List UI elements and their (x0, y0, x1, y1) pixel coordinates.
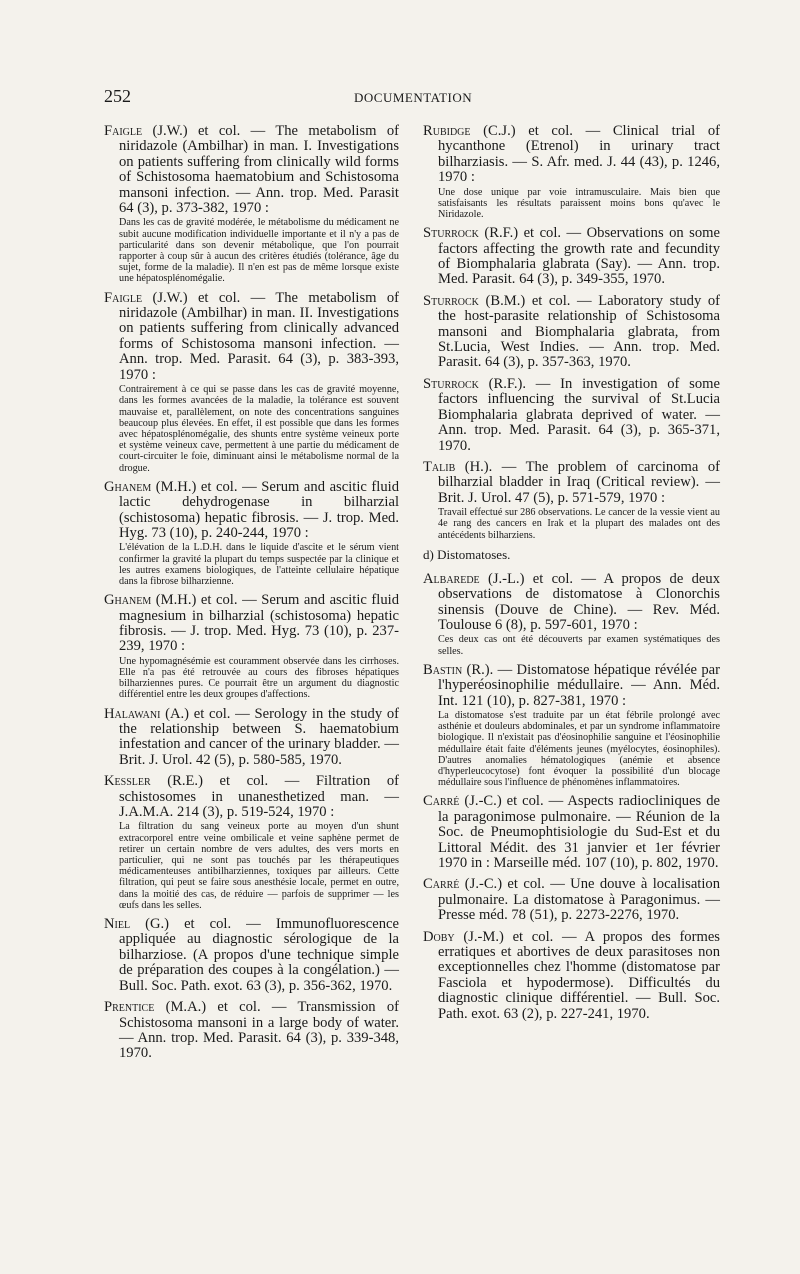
running-title: DOCUMENTATION (354, 90, 473, 105)
bibliography-entry (104, 480, 399, 587)
reference-title: — Serum and ascitic fluid magnesium in bilharzial (schistosoma) hepatic fibrosis. — J. trop. Med. Hyg. 73 (10), p. 237-239, 1970 : (119, 592, 399, 655)
author-initials: (J.-C.) et col. (459, 793, 544, 810)
author-initials: (J.W.) et col. (142, 123, 241, 139)
reference-title: — The metabolism of niridazole (Ambilhar) in man. I. Investigations on patients suffering from clinically wild forms of Schistosoma haematobium and Schistosoma mansoni infection. — Ann. trop. Med. Parasit 64 (3), p. 373-382, 1970 : (119, 123, 399, 217)
reference-text (104, 291, 399, 383)
author-initials: (M.H.) et col. (151, 592, 238, 609)
right-column (423, 124, 720, 1028)
author-name: Albarede (423, 570, 480, 587)
reference-text (423, 572, 720, 634)
author-initials: (G.) et col. (130, 916, 232, 933)
author-initials: (A.) et col. (160, 705, 231, 722)
bibliography-entry (423, 294, 720, 371)
reference-title: — Serum and ascitic fluid lactic dehydrogenase in bilharzial (schistosoma) hepatic fibrosis. — J. trop. Med. Hyg. 73 (10), p. 240-244, 1970 : (119, 478, 399, 541)
page-header (104, 86, 696, 110)
bibliography-entry (423, 572, 720, 657)
reference-title: — The metabolism of niridazole (Ambilhar) in man. II. Investigations on patients suffering from clinically advanced forms of Schistosoma mansoni infection. — Ann. trop. Med. Parasit. 64 (3), p. 383-393, 1970 : (119, 289, 399, 383)
author-initials: (R.). (462, 661, 494, 678)
reference-title: — Distomatose hépatique révélée par l'hyperéosinophilie médullaire. — Ann. Méd. Int. 121 (10), p. 827-381, 1970 : (438, 661, 720, 709)
bibliography-entry (423, 124, 720, 220)
reference-title: — Clinical trial of hycanthone (Etrenol) in urinary tract bilharziasis. — S. Afr. med. J. 44 (43), p. 1246, 1970 : (438, 123, 720, 186)
bibliography-entry (104, 593, 399, 700)
reference-title: — Une douve à localisation pulmonaire. La distomatose à Paragonimus. — Presse méd. 78 (51), p. 2273-2276, 1970. (438, 876, 720, 924)
reference-title: — Observations on some factors affecting the growth rate and fecundity of Biomphalaria glabrata (Say). — Ann. trop. Med. Parasit. 64 (3), p. 349-355, 1970. (438, 225, 720, 288)
bibliography-entry (423, 460, 720, 541)
abstract-text: L'élévation de la L.D.H. dans le liquide d'ascite et le sérum vient confirmer la gravité la plupart du temps suspectée par la clinique et les autres examens biologiques, de l'atteinte cellulaire hépatique dans la fibrose bilharzienne. (119, 542, 399, 587)
reference-text (104, 774, 399, 820)
reference-title: — Immunofluorescence appliquée au diagnostic sérologique de la bilharziose. (A propos d'une technique simple de préparation des coupes à la congélation.) — Bull. Soc. Path. exot. 63 (3), p. 356-362, 1970. (119, 916, 399, 994)
bibliography-entry (423, 794, 720, 871)
author-name: Sturrock (423, 225, 479, 242)
bibliography-entry (104, 917, 399, 994)
author-initials: (R.F.) et col. (478, 225, 562, 242)
author-name: Prentice (104, 999, 155, 1016)
author-name: Carré (423, 876, 460, 893)
abstract-text: Une dose unique par voie intramusculaire. Mais bien que satisfaisants les résultats paraissent moins bons qu'avec le Niridazole. (438, 186, 720, 221)
reference-text (423, 226, 720, 288)
author-initials: (R.F.). (478, 375, 527, 392)
author-initials: (C.J.) et col. (470, 123, 573, 139)
author-initials: (J.-L.) et col. (479, 570, 574, 587)
author-name: Faigle (104, 123, 143, 139)
reference-title: — The problem of carcinoma of bilharzial bladder in Iraq (Critical review). — Brit. J. Urol. 47 (5), p. 571-579, 1970 : (438, 458, 720, 506)
reference-text (104, 124, 399, 216)
abstract-text: La distomatose s'est traduite par un état fébrile prolongé avec asthénie et douleurs abdominales, et par un syndrome inflammatoire biologique. Il n'existait pas d'éosinophilie sanguine et l'éosinophilie médullaire était faite d'éléments jeunes (myélocytes, éosinophiles). D'autres anomalies hématologiques (anémie et absence d'hyperleucocytose) font évoquer la possibilité d'un blocage médullaire sous l'influence de phénomènes inflammatoires. (438, 710, 720, 789)
reference-title: — Serology in the study of the relationship between S. haematobium infestation and cancer of the urinary bladder. — Brit. J. Urol. 42 (5), p. 580-585, 1970. (119, 705, 399, 768)
author-name: Sturrock (423, 292, 479, 309)
abstract-text: Contrairement à ce qui se passe dans les cas de gravité moyenne, dans les formes avancées de la maladie, la tolérance est souvent mauvaise et, parallèlement, on note des concentrations sanguines beaucoup plus élevées. En effet, il est possible que dans les formes avec hépatosplénomégalie, des shunts entre système veineux porte et système veineux cave, permettent à une partie du médicament de court-circuiter le foie, diminuant ainsi le métabolisme normal de la drogue. (119, 384, 399, 474)
author-name: Sturrock (423, 375, 479, 392)
author-initials: (M.H.) et col. (151, 478, 238, 495)
reference-title: — Filtration of schistosomes in unanesthetized man. — J.A.M.A. 214 (3), p. 519-524, 1970 : (119, 773, 399, 821)
reference-text (104, 707, 399, 769)
page-number: 252 (104, 86, 131, 106)
bibliography-entry (423, 930, 720, 1022)
author-name: Doby (423, 928, 455, 945)
reference-title: — Transmission of Schistosoma mansoni in a large body of water. — Ann. trop. Med. Parasit. 64 (3), p. 339-348, 1970. (119, 999, 399, 1062)
bibliography-entry (423, 663, 720, 789)
bibliography-entry (104, 707, 399, 769)
bibliography-entry (104, 124, 399, 285)
abstract-text: La filtration du sang veineux porte au moyen d'un shunt extracorporel entre veine ombilicale et veine saphène permet de retirer un certain nombre de vers adultes, des vers morts en particulier, qui ne sont pas touchés par les thérapeutiques médicamenteuses antibilharziennes, toxiques par ailleurs. Cette filtration, qui peut se faire sous anesthésie locale, permet en outre, dans la moitié des cas, de réduire — parfois de supprimer — les œufs dans les selles. (119, 821, 399, 911)
reference-title: — A propos des formes erratiques et abortives de deux parasitoses non exceptionnelles chez l'homme (distomatose par Fasciola et hypodermose). Difficultés du diagnostic clinique différentiel. — Bull. Soc. Path. exot. 63 (2), p. 227-241, 1970. (438, 928, 720, 1022)
author-initials: (J.W.) et col. (142, 289, 241, 306)
author-name: Rubidge (423, 123, 471, 139)
abstract-text: Dans les cas de gravité modérée, le métabolisme du médicament ne subit aucune modification individuelle importante et il n'y a pas de particularité dans son devenir métabolique, que l'on pourrait rapporter à coup sûr à aucun des critères étudiés (tolérance, âge du sujet, forme de la maladie). Il n'en est pas de même lorsque existe une hépatosplénomégalie. (119, 217, 399, 285)
author-name: Carré (423, 793, 460, 810)
reference-text (423, 877, 720, 923)
author-name: Halawani (104, 705, 161, 722)
author-name: Faigle (104, 289, 143, 306)
reference-text (423, 663, 720, 709)
author-name: Bastin (423, 661, 463, 678)
left-column (104, 124, 399, 1068)
abstract-text: Travail effectué sur 286 observations. Le cancer de la vessie vient au 4e rang des cancers en Irak et la plupart des malades ont des antécédents bilharziens. (438, 507, 720, 541)
author-initials: (B.M.) et col. (478, 292, 571, 309)
author-initials: (J.-C.) et col. (459, 876, 545, 893)
bibliography-entry (423, 226, 720, 288)
author-name: Talib (423, 458, 456, 475)
reference-text (104, 917, 399, 994)
reference-title: — In investigation of some factors influencing the survival of St.Lucia Biomphalaria glabrata deprived of water. — Ann. trop. Med. Parasit. 64 (3), p. 365-371, 1970. (438, 375, 720, 454)
section-heading: d) Distomatoses. (423, 546, 511, 562)
bibliography-entry (104, 774, 399, 911)
reference-text (104, 593, 399, 655)
author-initials: (H.). (455, 458, 493, 475)
reference-text (104, 1000, 399, 1062)
abstract-text: Ces deux cas ont été découverts par examen systématiques des selles. (438, 634, 720, 657)
reference-text (423, 930, 720, 1022)
reference-text (423, 794, 720, 871)
reference-text (104, 480, 399, 542)
abstract-text: Une hypomagnésémie est couramment observée dans les cirrhoses. Elle n'a pas été retrouvée au cours des fibroses hépatiques bilharziennes pures. Ce pourrait être un argument du diagnostic différentiel entre les deux groupes d'affections. (119, 655, 399, 701)
reference-title: — Aspects radiocliniques de la paragonimose pulmonaire. — Réunion de la Soc. de Pneumophtisiologie du Sud-Est et du Littoral Médit. des 31 janvier et 1er février 1970 in : Marseille méd. 107 (10), p. 802, 1970. (438, 793, 720, 872)
bibliography-entry (104, 291, 399, 474)
author-name: Niel (104, 916, 131, 933)
author-initials: (M.A.) et col. (154, 999, 261, 1016)
bibliography-entry (423, 377, 720, 454)
author-initials: (J.-M.) et col. (454, 928, 554, 945)
author-name: Kessler (104, 773, 151, 790)
reference-text (423, 377, 720, 454)
reference-text (423, 460, 720, 506)
author-name: Ghanem (104, 592, 152, 609)
reference-text (423, 124, 720, 186)
bibliography-entry (423, 877, 720, 923)
reference-title: — Laboratory study of the host-parasite relationship of Schistosoma mansoni and Biomphalaria glabrata, from St.Lucia, West Indies. — Ann. trop. Med. Parasit. 64 (3), p. 357-363, 1970. (438, 292, 720, 371)
author-initials: (R.E.) et col. (150, 773, 269, 790)
reference-title: — A propos de deux observations de distomatose à Clonorchis sinensis (Douve de Chine). — Rev. Méd. Toulouse 6 (8), p. 597-601, 1970 : (438, 570, 720, 633)
bibliography-entry (104, 1000, 399, 1062)
reference-text (423, 294, 720, 371)
author-name: Ghanem (104, 478, 152, 495)
